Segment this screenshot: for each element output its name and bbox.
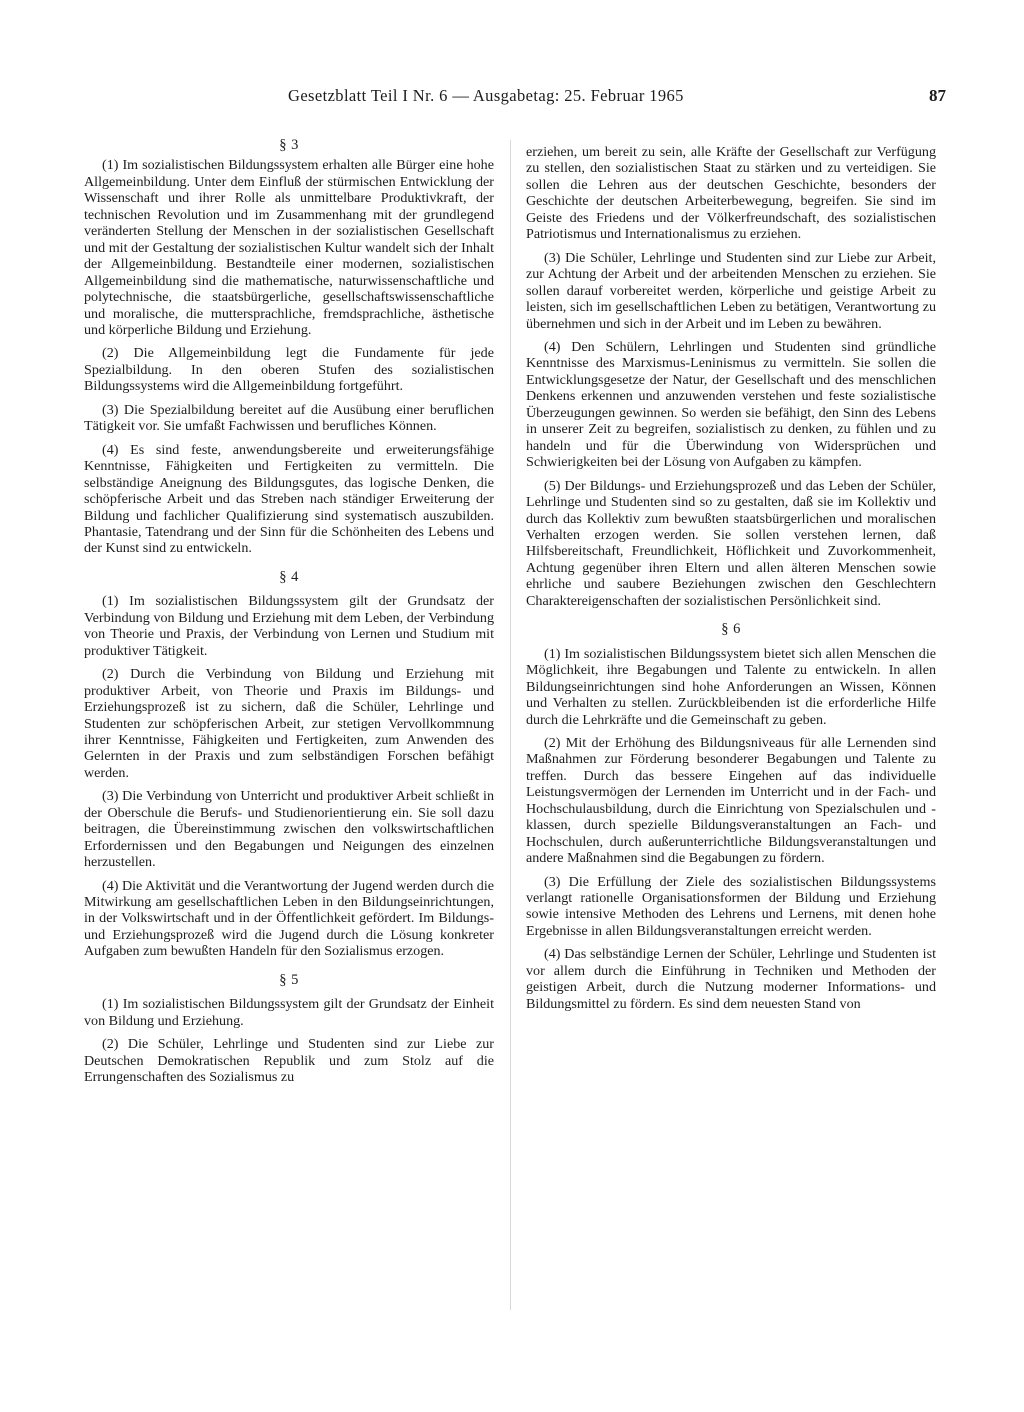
paragraph: (2) Die Schüler, Lehrlinge und Studenten sind zur Liebe zur Deutschen Demokratischen Republik und zum Stolz auf die Errungenschaften des Sozialismus zu <box>84 1036 494 1086</box>
paragraph: (1) Im sozialistischen Bildungssystem bietet sich allen Menschen die Möglichkeit, ihre Begabungen und Talente zu entwickeln. In allen Bildungseinrichtungen sind hohe Anforderungen an Wissen, Können und Verhalten zu stellen. Zurückbleibenden ist die erforderliche Hilfe durch die Lehrkräfte und die Gemeinschaft zu geben. <box>526 645 936 728</box>
paragraph: (4) Es sind feste, anwendungsbereite und erweiterungsfähige Kenntnisse, Fähigkeiten und Fertigkeiten zu vermitteln. Die selbständige Aneignung des Bildungsgutes, das logische Denken, die schöpferische Arbeit und das Streben nach ständiger Erweiterung der Bildung und fachlicher Qualifizierung sind systematisch auszubilden. Phantasie, Tatendrang und der Sinn für die Schönheiten des Lebens und der Kunst sind zu entwickeln. <box>84 441 494 557</box>
page-header <box>288 86 946 110</box>
right-column <box>526 144 936 1019</box>
section-heading-6: § 6 <box>721 621 741 638</box>
paragraph: (2) Die Allgemeinbildung legt die Fundamente für jede Spezialbildung. In den oberen Stufen des sozialistischen Bildungssystems wird die Allgemeinbildung fortgeführt. <box>84 345 494 395</box>
left-column <box>84 137 494 1093</box>
section-heading-3: § 3 <box>279 137 299 153</box>
paragraph: (2) Mit der Erhöhung des Bildungsniveaus für alle Lernenden sind Maßnahmen zur Förderung besonderer Begabungen und Talente zu treffen. Durch das bessere Eingehen auf das individuelle Leistungsvermögen der Lernenden im Unterricht und in der Fach- und Hochschulausbildung, durch die Einrichtung von Spezialschulen und -klassen, durch spezielle Bildungsveranstaltungen an Fach- und Hochschulen, durch außerunterrichtliche Bildungsveranstaltungen und andere Maßnahmen sind die Begabungen zu fördern. <box>526 734 936 867</box>
page-number: 87 <box>929 86 946 105</box>
paragraph: (2) Durch die Verbindung von Bildung und Erziehung mit produktiver Arbeit, von Theorie und Praxis im Bildungs- und Erziehungsprozeß ist zu sichern, daß die Schüler, Lehrlinge und Studenten zur schöpferischen Arbeit, zur stetigen Vervollkommnung ihrer Kenntnisse, Fähigkeiten und Fertigkeiten, zum Anwenden des Gelernten in der Praxis und zum selbständigen Forschen befähigt werden. <box>84 666 494 781</box>
paragraph: (4) Den Schülern, Lehrlingen und Studenten sind gründliche Kenntnisse des Marxismus-Leninismus zu vermitteln. Sie sollen die Entwicklungsgesetze der Natur, der Gesellschaft und des menschlichen Denkens erkennen und anzuwenden verstehen und feste sozialistische Überzeugungen gewinnen. So werden sie befähigt, den Sinn des Lebens in unserer Zeit zu begreifen, sozialistisch zu denken, zu fühlen und zu handeln und für die Überwindung von Widersprüchen und Schwierigkeiten bei der Lösung von Aufgaben zu kämpfen. <box>526 338 936 471</box>
paragraph-continuation: erziehen, um bereit zu sein, alle Kräfte der Gesellschaft zur Verfügung zu stellen, den sozialistischen Staat zu stärken und zu verteidigen. Sie sollen die Lehren aus der deutschen Geschichte, besonders der Geschichte der deutschen Arbeiterbewegung, begreifen. Sie sind im Geiste des Friedens und der Völkerfreundschaft, des sozialistischen Patriotismus und Internationalismus zu erziehen. <box>526 144 936 243</box>
paragraph: (3) Die Spezialbildung bereitet auf die Ausübung einer beruflichen Tätigkeit vor. Sie umfaßt Fachwissen und berufliches Können. <box>84 401 494 435</box>
paragraph: (3) Die Schüler, Lehrlinge und Studenten sind zur Liebe zur Arbeit, zur Achtung der Arbeit und der arbeitenden Menschen zu erziehen. Sie sollen darauf vorbereitet werden, körperliche und geistige Arbeit zu leisten, sich im gesellschaftlichen Leben zu betätigen, Verantwortung zu übernehmen und sich in der Arbeit und im Leben zu bewähren. <box>526 249 936 332</box>
section-heading-4: § 4 <box>279 568 299 585</box>
paragraph: (4) Das selbständige Lernen der Schüler, Lehrlinge und Studenten ist vor allem durch die Einführung in Techniken und Methoden der geistigen Arbeit, durch die Nutzung moderner Informations- und Bildungsmittel zu fördern. Es sind dem neuesten Stand von <box>526 946 936 1012</box>
paragraph: (5) Der Bildungs- und Erziehungsprozeß und das Leben der Schüler, Lehrlinge und Studenten sind so zu gestalten, daß sie im Kollektiv und durch das Kollektiv zum bewußten staatsbürgerlichen und moralischen Verhalten erzogen werden. Sie sollen verstehen lernen, daß Hilfsbereitschaft, Freundlichkeit, Höflichkeit und Zuvorkommenheit, Achtung gegenüber ihren Eltern und allen älteren Menschen sowie ehrliche und saubere Beziehungen zwischen den Geschlechtern Charaktereigenschaften der sozialistischen Persönlichkeit sind. <box>526 477 936 609</box>
header-title: Gesetzblatt Teil I Nr. 6 — Ausgabetag: 25. Februar 1965 <box>288 86 684 105</box>
paragraph: (1) Im sozialistischen Bildungssystem erhalten alle Bürger eine hohe Allgemeinbildung. Unter dem Einfluß der stürmischen Entwicklung der Wissenschaft und ihrer Rolle als unmittelbare Produktivkraft, der technischen Revolution und im Zusammenhang mit der grundlegend veränderten Stellung der Menschen in der sozialistischen Gesellschaft und mit der Gestaltung der sozialistischen Kultur wandelt sich der Inhalt der Allgemeinbildung. Bestandteile einer modernen, sozialistischen Allgemeinbildung sind die mathematische, naturwissenschaftliche und polytechnische, die staatsbürgerliche, gesellschaftswissenschaftliche und moralische, die muttersprachliche, fremdsprachliche, ästhetische und körperliche Bildung und Erziehung. <box>84 157 494 338</box>
section-heading-5: § 5 <box>279 971 299 988</box>
paragraph: (1) Im sozialistischen Bildungssystem gilt der Grundsatz der Verbindung von Bildung und Erziehung mit dem Leben, der Verbindung von Theorie und Praxis, der Verbindung von Lernen und Studium mit produktiver Tätigkeit. <box>84 593 494 659</box>
paragraph: (4) Die Aktivität und die Verantwortung der Jugend werden durch die Mitwirkung am gesellschaftlichen Leben in den Bildungseinrichtungen, in der Volkswirtschaft und in der Öffentlichkeit gefördert. Im Bildungs- und Erziehungsprozeß wird die Jugend durch die Lösung konkreter Aufgaben zum bewußten Handeln für den Sozialismus erzogen. <box>84 877 494 960</box>
paragraph: (1) Im sozialistischen Bildungssystem gilt der Grundsatz der Einheit von Bildung und Erziehung. <box>84 996 494 1029</box>
paragraph: (3) Die Verbindung von Unterricht und produktiver Arbeit schließt in der Oberschule die Berufs- und Studienorientierung ein. Sie soll dazu beitragen, die Übereinstimmung zwischen den volkswirtschaftlichen Erfordernissen und den Begabungen und Neigungen des einzelnen herzustellen. <box>84 788 494 871</box>
column-divider <box>510 140 511 1310</box>
paragraph: (3) Die Erfüllung der Ziele des sozialistischen Bildungssystems verlangt rationelle Organisationsformen der Bildung und Erziehung sowie intensive Methoden des Lehrens und Lernens, mit denen hohe Ergebnisse in allen Bildungsveranstaltungen erreicht werden. <box>526 873 936 939</box>
